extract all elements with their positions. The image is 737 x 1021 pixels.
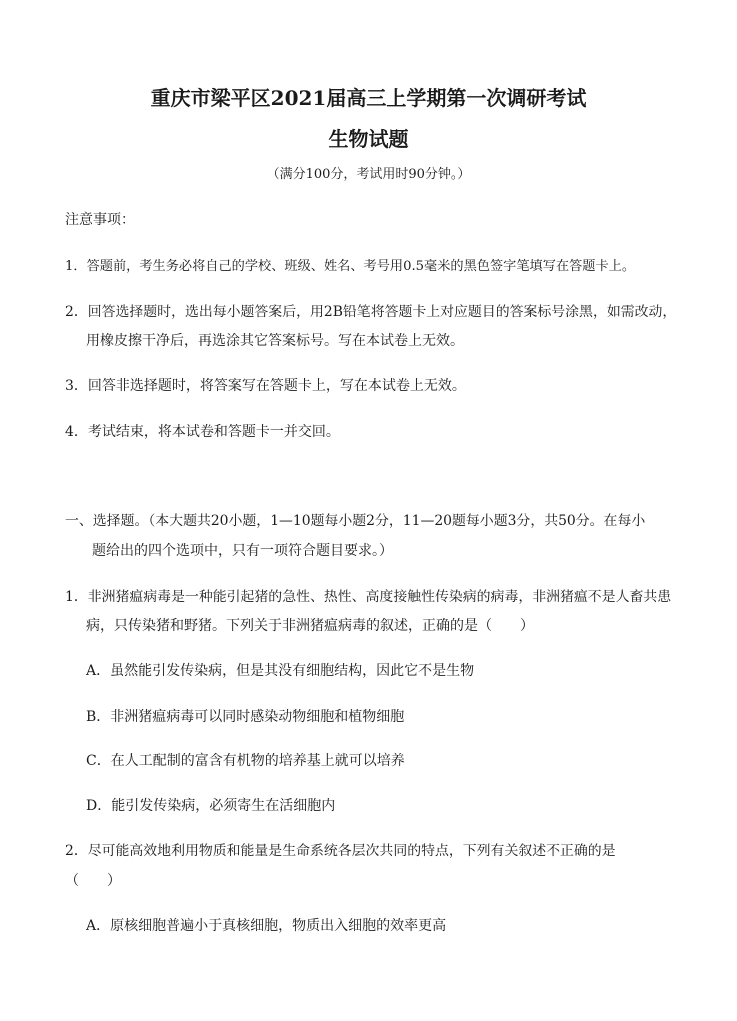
section-1-heading-line-2: 题给出的四个选项中，只有一项符合题目要求。） <box>92 543 393 559</box>
section-1-heading-line-1: 一、选择题。（本大题共20小题，1—10题每小题2分，11—20题每小题3分，共50分。在每小 <box>65 513 646 529</box>
note-item-4: 4．考试结束，将本试卷和答题卡一并交回。 <box>65 424 340 440</box>
question-2-stem-line-2: （ ） <box>65 873 121 889</box>
subject-title: 生物试题 <box>328 127 409 151</box>
notes-heading: 注意事项： <box>65 212 135 228</box>
note-item-2-line-2: 用橡皮擦干净后，再选涂其它答案标号。写在本试卷上无效。 <box>86 333 464 349</box>
question-1-option-a: A．虽然能引发传染病，但是其没有细胞结构，因此它不是生物 <box>86 663 475 679</box>
question-1-option-d: D．能引发传染病，必须寄生在活细胞内 <box>86 798 336 814</box>
note-item-1: 1．答题前，考生务必将自己的学校、班级、姓名、考号用0.5毫米的黑色签字笔填写在答题卡上。 <box>65 259 636 274</box>
exam-title: 重庆市梁平区2021届高三上学期第一次调研考试 <box>150 86 587 110</box>
question-1-stem-line-2: 病，只传染猪和野猪。下列关于非洲猪瘟病毒的叙述，正确的是（ ） <box>86 618 534 634</box>
question-2-stem-line-1: 2．尽可能高效地利用物质和能量是生命系统各层次共同的特点，下列有关叙述不正确的是 <box>65 843 616 859</box>
question-1-stem-line-1: 1．非洲猪瘟病毒是一种能引起猪的急性、热性、高度接触性传染病的病毒，非洲猪瘟不是人畜共患 <box>65 589 672 605</box>
exam-info: （满分100分，考试用时90分钟。） <box>266 167 471 182</box>
question-1-option-c: C．在人工配制的富含有机物的培养基上就可以培养 <box>86 753 405 769</box>
question-1-option-b: B．非洲猪瘟病毒可以同时感染动物细胞和植物细胞 <box>86 709 405 725</box>
question-2-option-a: A．原核细胞普遍小于真核细胞，物质出入细胞的效率更高 <box>86 918 447 934</box>
note-item-2-line-1: 2．回答选择题时，选出每小题答案后，用2B铅笔将答题卡上对应题目的答案标号涂黑，如需改动， <box>65 304 677 320</box>
note-item-3: 3．回答非选择题时，将答案写在答题卡上，写在本试卷上无效。 <box>65 378 466 394</box>
